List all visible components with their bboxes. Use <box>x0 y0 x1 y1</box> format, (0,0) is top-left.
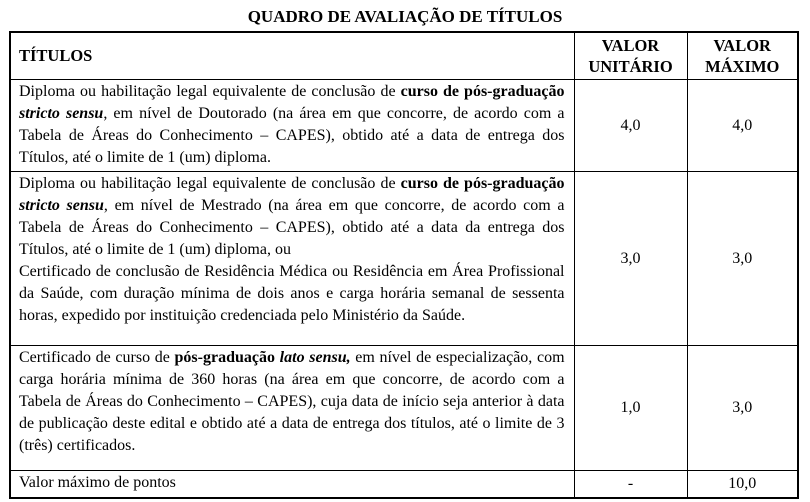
description-bold-text: pós-graduação <box>174 349 280 366</box>
titles-evaluation-table <box>9 31 799 499</box>
description-text: Certificado de curso de <box>19 349 175 366</box>
table-row-lato-sensu <box>10 346 798 471</box>
column-header-valor-unitario: VALOR UNITÁRIO <box>574 32 687 80</box>
column-header-valor-maximo: VALOR MÁXIMO <box>687 32 798 80</box>
unit-value-cell: 4,0 <box>574 80 687 172</box>
description-bold-text: curso de pós-graduação <box>400 175 565 192</box>
description-bold-text: curso de pós-graduação <box>400 83 565 100</box>
description-text: Diploma ou habilitação legal equivalente de conclusão de <box>19 175 401 192</box>
description-bold-italic-text: stricto sensu <box>19 105 104 122</box>
table-row-mestrado <box>10 172 798 346</box>
total-label: Valor máximo de pontos <box>10 471 574 498</box>
max-value-cell: 3,0 <box>687 172 798 346</box>
unit-value-cell: 1,0 <box>574 346 687 471</box>
total-unit-value-cell: - <box>574 471 687 498</box>
column-header-titulos: TÍTULOS <box>10 32 574 80</box>
table-title: QUADRO DE AVALIAÇÃO DE TÍTULOS <box>247 7 563 26</box>
description-bold-italic-text: stricto sensu <box>19 197 104 214</box>
table-row-doutorado <box>10 80 798 172</box>
max-value-cell: 4,0 <box>687 80 798 172</box>
row-description-mestrado <box>10 172 574 346</box>
description-text: , em nível de Mestrado (na área em que concorre, de acordo com a Tabela de Áreas do Conhecimento – CAPES), obtido até a data da entrega dos Títulos, até o limite de 1 (um) diploma, ou <box>19 197 565 258</box>
total-max-value-cell: 10,0 <box>687 471 798 498</box>
unit-value-cell: 3,0 <box>574 172 687 346</box>
row-description-lato-sensu <box>10 346 574 471</box>
description-text: Certificado de conclusão de Residência Médica ou Residência em Área Profissional da Saúde, com duração mínima de dois anos e carga horária semanal de sessenta horas, expedido por instituição credenciada pelo Ministério da Saúde. <box>19 263 565 324</box>
description-text: Diploma ou habilitação legal equivalente de conclusão de <box>19 83 401 100</box>
max-value-cell: 3,0 <box>687 346 798 471</box>
description-text: , em nível de Doutorado (na área em que concorre, de acordo com a Tabela de Áreas do Conhecimento – CAPES), obtido até a data de entrega dos Títulos, até o limite de 1 (um) diploma. <box>19 105 565 166</box>
table-row-total <box>10 471 798 498</box>
header-row <box>10 32 798 80</box>
description-bold-italic-text: lato sensu, <box>279 349 351 366</box>
description-text: em nível de especialização, com carga horária mínima de 360 horas (na área em que concorre, de acordo com a Tabela de Áreas do Conhecimento – CAPES), cuja data de início seja anterior à data de publicação deste edital e obtido até a data de entrega dos títulos, até o limite de 3 (três) certificados. <box>19 349 565 454</box>
row-description-doutorado <box>10 80 574 172</box>
